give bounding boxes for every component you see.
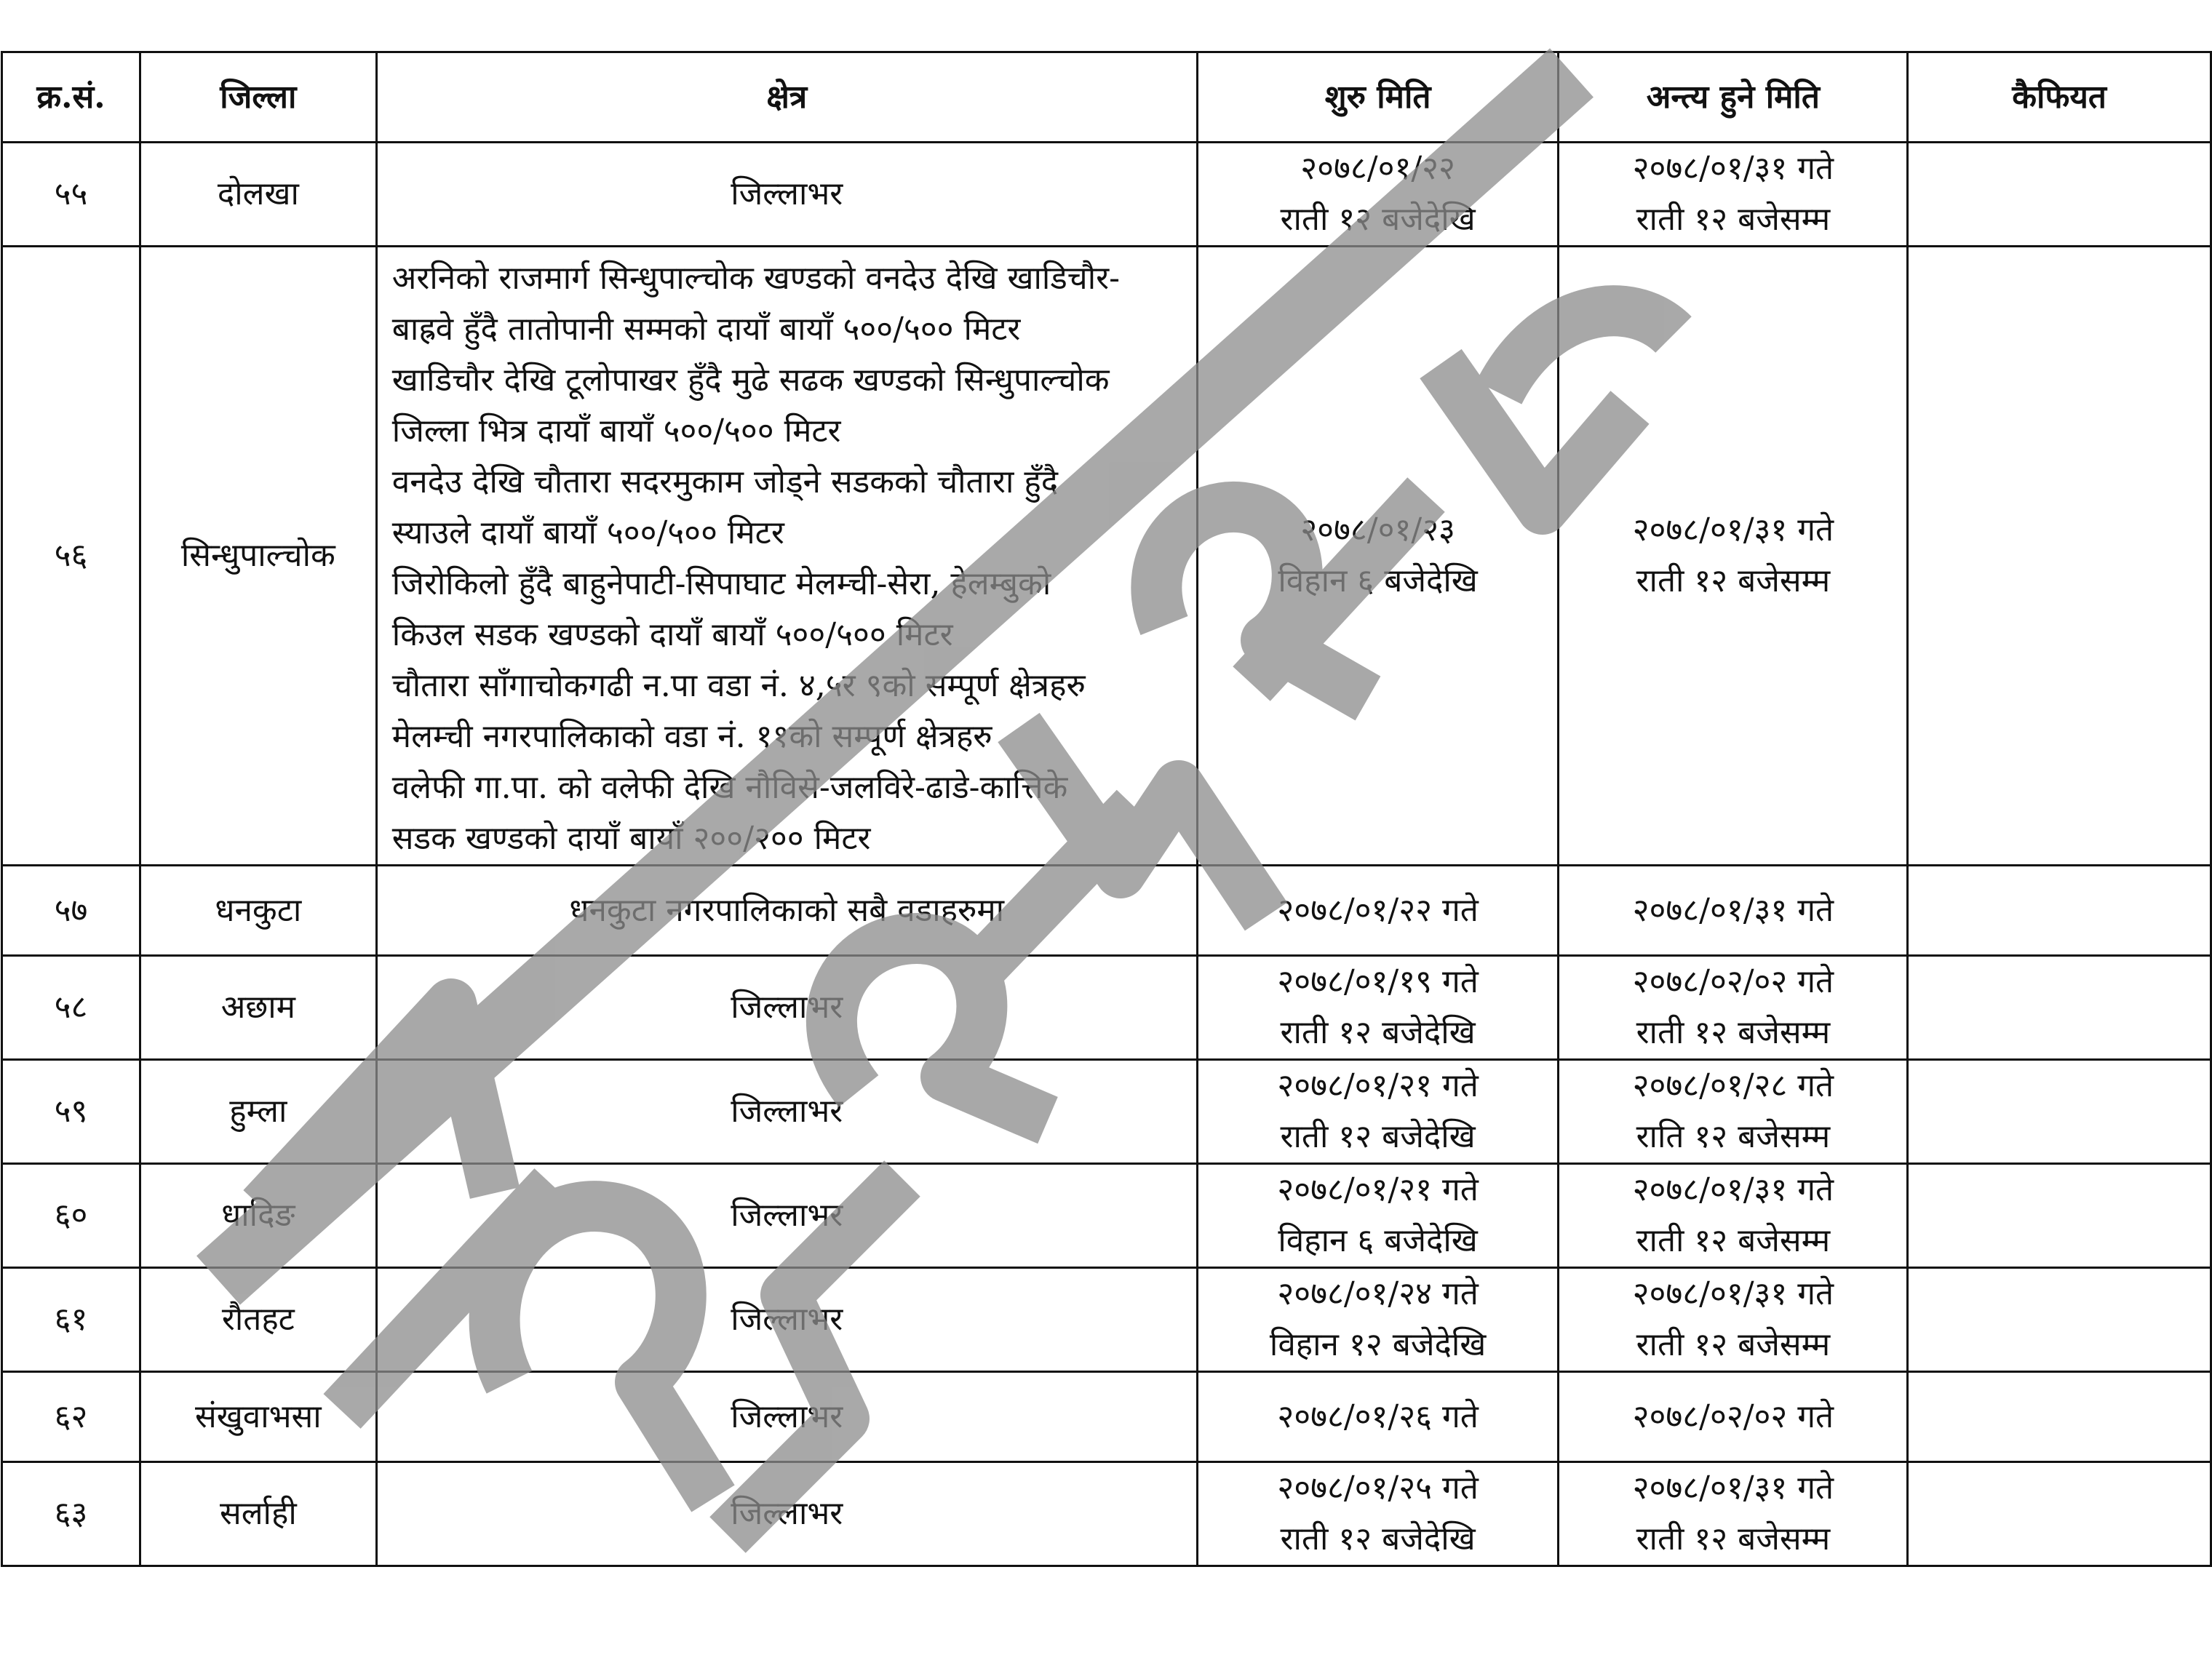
remarks-cell — [1908, 247, 2211, 866]
area-cell-line: स्याउले दायाँ बायाँ ५००/५०० मिटर — [391, 514, 784, 551]
end-date-cell — [1559, 1372, 1908, 1462]
area-cell-line: जिल्लाभर — [731, 1495, 843, 1532]
end-date-cell-line: राती १२ बजेसम्म — [1636, 1222, 1831, 1259]
area-cell — [376, 1060, 1197, 1164]
start-date-cell — [1197, 247, 1559, 866]
area-cell-line: जिल्लाभर — [731, 175, 843, 212]
header-start-date: शुरु मिति — [1197, 52, 1559, 143]
area-cell — [376, 1462, 1197, 1566]
district-cell: रौतहट — [140, 1268, 376, 1372]
header-end-date: अन्त्य हुने मिति — [1559, 52, 1908, 143]
start-date-cell-line: २०७८/०१/२६ गते — [1277, 1397, 1479, 1435]
district-cell: सिन्धुपाल्चोक — [140, 247, 376, 866]
area-cell-line: मेलम्ची नगरपालिकाको वडा नं. ११को सम्पूर्ण क्षेत्रहरु — [391, 718, 992, 755]
serial-cell: ६१ — [2, 1268, 140, 1372]
start-date-cell-line: २०७८/०१/२१ गते — [1277, 1171, 1479, 1208]
end-date-cell — [1559, 1268, 1908, 1372]
area-cell-line: जिल्लाभर — [731, 1093, 843, 1130]
district-cell: अछाम — [140, 956, 376, 1060]
area-cell-line: वनदेउ देखि चौतारा सदरमुकाम जोड्ने सडकको चौतारा हुँदै — [391, 463, 1059, 501]
area-cell-line: सडक खण्डको दायाँ बायाँ २००/२०० मिटर — [391, 820, 871, 857]
end-date-cell — [1559, 143, 1908, 247]
start-date-cell — [1197, 1268, 1559, 1372]
area-cell-line: चौतारा साँगाचोकगढी न.पा वडा नं. ४,५र ९को सम्पूर्ण क्षेत्रहरु — [391, 667, 1086, 704]
end-date-cell-line: २०७८/०१/२८ गते — [1632, 1067, 1834, 1104]
end-date-cell-line: २०७८/०१/३१ गते — [1632, 1171, 1834, 1208]
end-date-cell-line: राती १२ बजेसम्म — [1636, 201, 1831, 238]
serial-cell: ६३ — [2, 1462, 140, 1566]
end-date-cell — [1559, 1060, 1908, 1164]
end-date-cell — [1559, 1462, 1908, 1566]
end-date-cell-line: २०७८/०१/३१ गते — [1632, 511, 1834, 549]
end-date-cell-line: २०७८/०१/३१ गते — [1632, 150, 1834, 187]
start-date-cell-line: विहान ६ बजेदेखि — [1278, 562, 1478, 599]
remarks-cell — [1908, 143, 2211, 247]
district-cell: धनकुटा — [140, 866, 376, 956]
start-date-cell-line: विहान १२ बजेदेखि — [1269, 1326, 1487, 1363]
start-date-cell-line: २०७८/०१/२१ गते — [1277, 1067, 1479, 1104]
start-date-cell — [1197, 956, 1559, 1060]
serial-cell: ५७ — [2, 866, 140, 956]
end-date-cell — [1559, 247, 1908, 866]
start-date-cell-line: २०७८/०१/२४ गते — [1277, 1275, 1479, 1312]
header-remarks: कैफियत — [1908, 52, 2211, 143]
start-date-cell — [1197, 866, 1559, 956]
end-date-cell — [1559, 956, 1908, 1060]
remarks-cell — [1908, 1060, 2211, 1164]
area-cell-line: जिल्लाभर — [731, 989, 843, 1026]
header-district: जिल्ला — [140, 52, 376, 143]
table-row — [2, 956, 2211, 1060]
end-date-cell-line: राती १२ बजेसम्म — [1636, 562, 1831, 599]
start-date-cell-line: विहान ६ बजेदेखि — [1278, 1222, 1478, 1259]
start-date-cell-line: राती १२ बजेदेखि — [1280, 1014, 1476, 1051]
area-cell — [376, 143, 1197, 247]
start-date-cell-line: राती १२ बजेदेखि — [1280, 1118, 1476, 1155]
start-date-cell-line: २०७८/०१/२५ गते — [1277, 1469, 1479, 1507]
end-date-cell-line: २०७८/०२/०२ गते — [1632, 1397, 1834, 1435]
end-date-cell-line: २०७८/०२/०२ गते — [1632, 963, 1834, 1000]
table-row — [2, 1164, 2211, 1268]
district-cell: दोलखा — [140, 143, 376, 247]
table-row — [2, 143, 2211, 247]
remarks-cell — [1908, 1462, 2211, 1566]
start-date-cell — [1197, 1462, 1559, 1566]
end-date-cell-line: २०७८/०१/३१ गते — [1632, 1469, 1834, 1507]
table-row — [2, 1060, 2211, 1164]
area-cell-line: अरनिको राजमार्ग सिन्धुपाल्चोक खण्डको वनदेउ देखि खाडिचौर- — [391, 260, 1121, 297]
district-cell: हुम्ला — [140, 1060, 376, 1164]
area-cell-line: बाह्रवे हुँदै तातोपानी सम्मको दायाँ बायाँ ५००/५०० मिटर — [391, 311, 1021, 348]
serial-cell: ५६ — [2, 247, 140, 866]
start-date-cell-line: २०७८/०१/२२ — [1300, 150, 1455, 187]
end-date-cell — [1559, 1164, 1908, 1268]
area-cell-line: किउल सडक खण्डको दायाँ बायाँ ५००/५०० मिटर — [391, 616, 953, 653]
area-cell-line: खाडिचौर देखि टूलोपाखर हुँदै मुढे सढक खण्डको सिन्धुपाल्चोक — [391, 362, 1110, 399]
start-date-cell — [1197, 143, 1559, 247]
table-row — [2, 1268, 2211, 1372]
area-cell-line: जिल्ला भित्र दायाँ बायाँ ५००/५०० मिटर — [391, 412, 841, 450]
remarks-cell — [1908, 866, 2211, 956]
area-cell — [376, 1372, 1197, 1462]
start-date-cell-line: २०७८/०१/२२ गते — [1277, 891, 1479, 929]
start-date-cell — [1197, 1372, 1559, 1462]
district-cell: सर्लाही — [140, 1462, 376, 1566]
end-date-cell-line: राती १२ बजेसम्म — [1636, 1326, 1831, 1363]
table-header-row — [2, 52, 2211, 143]
remarks-cell — [1908, 956, 2211, 1060]
area-cell-line: जिल्लाभर — [731, 1301, 843, 1338]
serial-cell: ६० — [2, 1164, 140, 1268]
remarks-cell — [1908, 1372, 2211, 1462]
curfew-table — [1, 51, 2212, 1567]
end-date-cell-line: २०७८/०१/३१ गते — [1632, 891, 1834, 929]
serial-cell: ५५ — [2, 143, 140, 247]
area-cell-line: जिल्लाभर — [731, 1397, 843, 1435]
start-date-cell — [1197, 1060, 1559, 1164]
start-date-cell-line: २०७८/०१/१९ गते — [1277, 963, 1479, 1000]
table-row — [2, 866, 2211, 956]
area-cell — [376, 866, 1197, 956]
table-row — [2, 1462, 2211, 1566]
area-cell-line: जिल्लाभर — [731, 1197, 843, 1234]
start-date-cell — [1197, 1164, 1559, 1268]
area-cell — [376, 247, 1197, 866]
header-area: क्षेत्र — [376, 52, 1197, 143]
area-cell-line: धनकुटा नगरपालिकाको सबै वडाहरुमा — [569, 891, 1005, 929]
end-date-cell — [1559, 866, 1908, 956]
header-serial: क्र.सं. — [2, 52, 140, 143]
start-date-cell-line: २०७८/०१/२३ — [1300, 511, 1455, 549]
district-cell: धादिङ — [140, 1164, 376, 1268]
table-row — [2, 247, 2211, 866]
remarks-cell — [1908, 1268, 2211, 1372]
end-date-cell-line: राती १२ बजेसम्म — [1636, 1520, 1831, 1558]
remarks-cell — [1908, 1164, 2211, 1268]
area-cell — [376, 956, 1197, 1060]
start-date-cell-line: राती १२ बजेदेखि — [1280, 201, 1476, 238]
area-cell — [376, 1164, 1197, 1268]
area-cell — [376, 1268, 1197, 1372]
start-date-cell-line: राती १२ बजेदेखि — [1280, 1520, 1476, 1558]
district-cell: संखुवाभसा — [140, 1372, 376, 1462]
end-date-cell-line: २०७८/०१/३१ गते — [1632, 1275, 1834, 1312]
end-date-cell-line: राती १२ बजेसम्म — [1636, 1014, 1831, 1051]
end-date-cell-line: राति १२ बजेसम्म — [1636, 1118, 1831, 1155]
area-cell-line: जिरोकिलो हुँदै बाहुनेपाटी-सिपाघाट मेलम्ची-सेरा, हेलम्बुको — [391, 565, 1051, 602]
serial-cell: ६२ — [2, 1372, 140, 1462]
table-row — [2, 1372, 2211, 1462]
serial-cell: ५८ — [2, 956, 140, 1060]
area-cell-line: वलेफी गा.पा. को वलेफी देखि नौविसे-जलविरे-ढाडे-कात्तिके — [391, 769, 1068, 806]
serial-cell: ५९ — [2, 1060, 140, 1164]
